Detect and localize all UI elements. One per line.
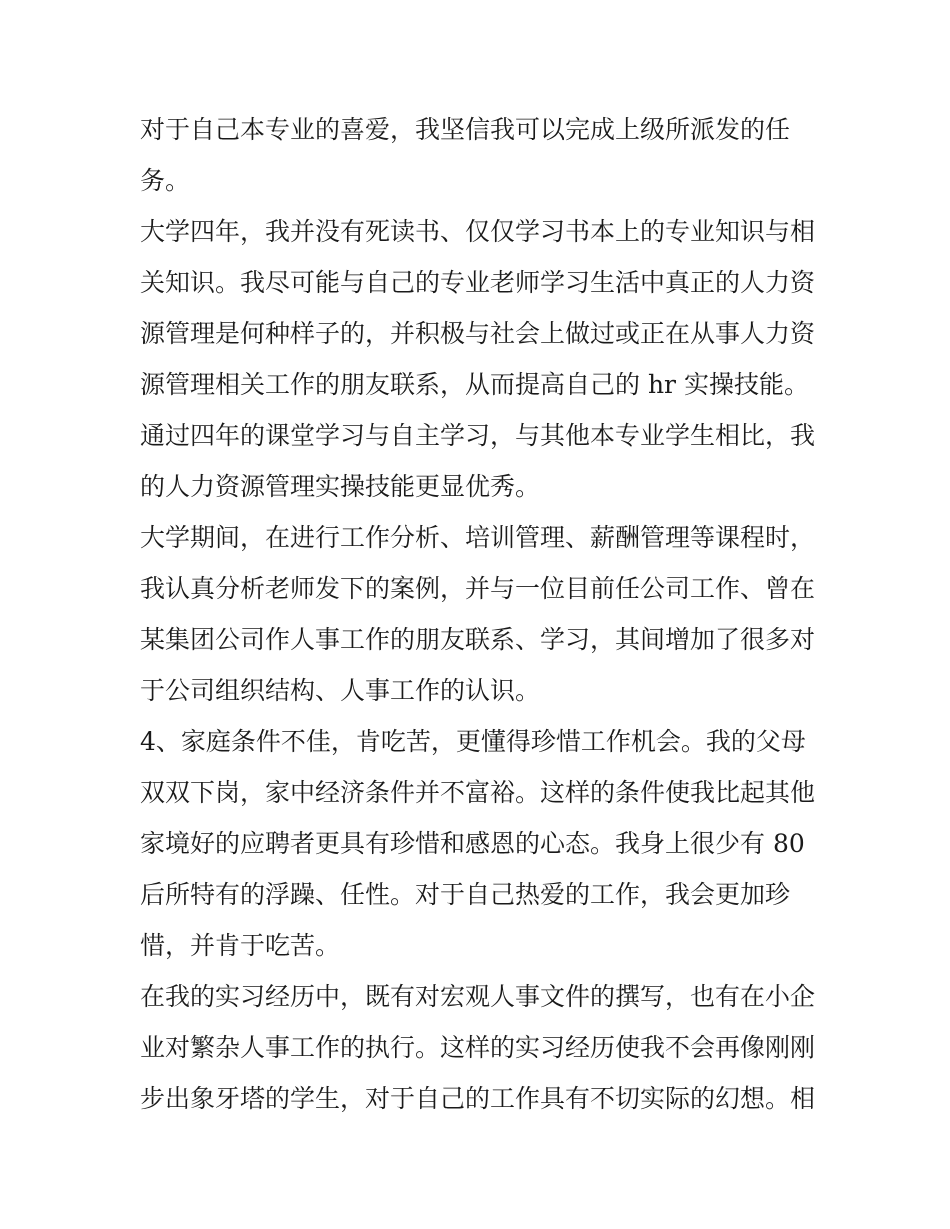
text-line: 后所特有的浮躁、任性。对于自己热爱的工作，我会更加珍 (140, 880, 791, 909)
text-line: 于公司组织结构、人事工作的认识。 (140, 676, 541, 705)
text-line: 对于自己本专业的喜爱，我坚信我可以完成上级所派发的任 (140, 115, 791, 144)
text-line: 关知识。我尽可能与自己的专业老师学习生活中真正的人力资 (140, 268, 816, 297)
text-line: 家境好的应聘者更具有珍惜和感恩的心态。我身上很少有 80 (140, 829, 805, 858)
text-line: 大学期间，在进行工作分析、培训管理、薪酬管理等课程时， (140, 523, 816, 552)
text-line: 某集团公司作人事工作的朋友联系、学习，其间增加了很多对 (140, 625, 816, 654)
text-line: 业对繁杂人事工作的执行。这样的实习经历使我不会再像刚刚 (140, 1033, 816, 1062)
text-line: 通过四年的课堂学习与自主学习，与其他本专业学生相比，我 (140, 421, 816, 450)
text-line: 的人力资源管理实操技能更显优秀。 (140, 472, 541, 501)
text-line: 4、家庭条件不佳，肯吃苦，更懂得珍惜工作机会。我的父母 (140, 727, 806, 756)
body-text (140, 104, 820, 1124)
text-line: 源管理是何种样子的，并积极与社会上做过或正在从事人力资 (140, 319, 816, 348)
text-line: 我认真分析老师发下的案例，并与一位目前任公司工作、曾在 (140, 574, 816, 603)
text-line: 在我的实习经历中，既有对宏观人事文件的撰写，也有在小企 (140, 982, 816, 1011)
text-line: 大学四年，我并没有死读书、仅仅学习书本上的专业知识与相 (140, 217, 816, 246)
text-line: 双双下岗，家中经济条件并不富裕。这样的条件使我比起其他 (140, 778, 816, 807)
text-line: 步出象牙塔的学生，对于自己的工作具有不切实际的幻想。相 (140, 1084, 816, 1113)
text-line: 惜，并肯于吃苦。 (140, 931, 341, 960)
text-line: 务。 (140, 166, 191, 195)
text-line: 源管理相关工作的朋友联系，从而提高自己的 hr 实操技能。 (140, 370, 809, 399)
